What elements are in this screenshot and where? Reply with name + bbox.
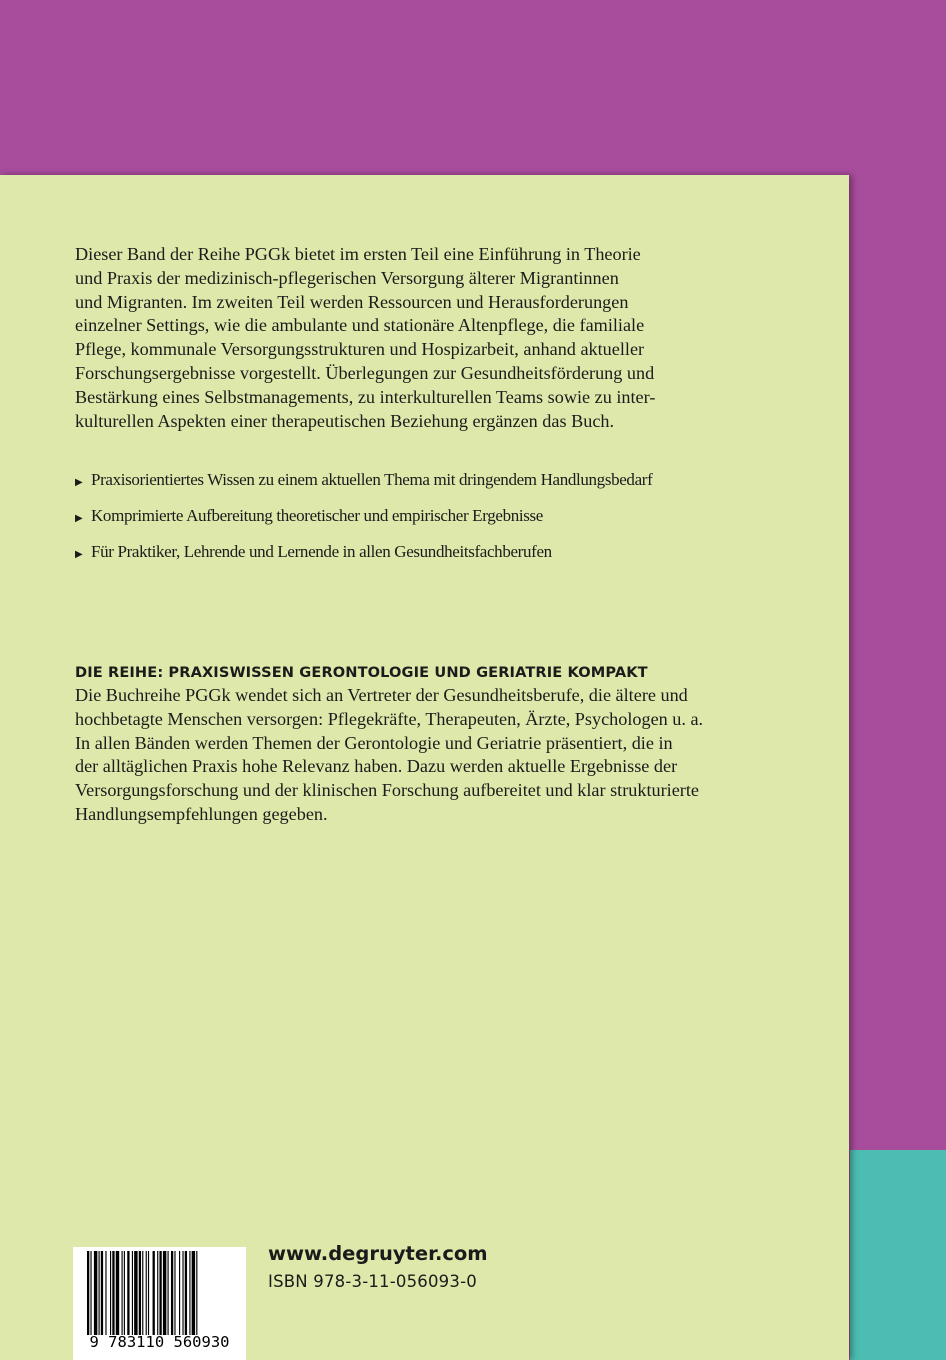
barcode-bar <box>157 1251 158 1335</box>
teal-accent-strip <box>850 1150 946 1360</box>
barcode-bar <box>146 1251 147 1335</box>
barcode-bar <box>87 1251 89 1335</box>
barcode-bar <box>110 1251 111 1335</box>
barcode-bar <box>132 1251 133 1335</box>
barcode-bar <box>192 1251 195 1335</box>
triangle-bullet-icon: ▶ <box>75 513 83 524</box>
barcode-bar <box>179 1251 180 1335</box>
barcode-bars <box>87 1251 232 1335</box>
intro-line: Pflege, kommunale Versorgungsstrukturen und Hospizarbeit, anhand aktueller <box>75 339 645 360</box>
series-heading: DIE REIHE: PRAXISWISSEN GERONTOLOGIE UND GERIATRIE KOMPAKT <box>75 664 648 681</box>
isbn-barcode <box>73 1247 246 1360</box>
barcode-bar <box>171 1251 173 1335</box>
barcode-bar <box>94 1251 97 1335</box>
series-line: hochbetagte Menschen versorgen: Pflegekräfte, Therapeuten, Ärzte, Psychologen u. a. <box>75 708 704 729</box>
barcode-bar <box>168 1251 169 1335</box>
barcode-bar <box>153 1251 155 1335</box>
isbn-number: ISBN 978-3-11-056093-0 <box>268 1272 477 1291</box>
barcode-bar <box>163 1251 166 1335</box>
barcode-bar <box>139 1251 141 1335</box>
intro-line: einzelner Settings, wie die ambulante und stationäre Altenpflege, die familiale <box>75 315 645 336</box>
series-line: Die Buchreihe PGGk wendet sich an Vertreter der Gesundheitsberufe, die ältere und <box>75 685 688 705</box>
back-cover-panel <box>0 175 849 1360</box>
series-line: Handlungsempfehlungen gegeben. <box>75 803 328 824</box>
barcode-digits: 9 783110 560930 <box>89 1333 230 1351</box>
feature-bullet <box>75 542 652 578</box>
barcode-bar <box>122 1251 123 1335</box>
triangle-bullet-icon: ▶ <box>75 477 83 488</box>
barcode-bar <box>134 1251 137 1335</box>
barcode-bar <box>124 1251 125 1335</box>
barcode-bar <box>159 1251 161 1335</box>
intro-line: kulturellen Aspekten einer therapeutischen Beziehung ergänzen das Buch. <box>75 410 615 431</box>
intro-line: Bestärkung eines Selbstmanagements, zu interkulturellen Teams sowie zu inter- <box>75 386 656 407</box>
barcode-bar <box>127 1251 129 1335</box>
intro-line: Forschungsergebnisse vorgestellt. Überlegungen zur Gesundheitsförderung und <box>75 362 655 383</box>
barcode-bar <box>105 1251 106 1335</box>
intro-paragraph <box>75 243 765 433</box>
series-line: Versorgungsforschung und der klinischen Forschung aufbereitet und klar strukturierte <box>75 780 699 801</box>
series-description <box>75 684 795 827</box>
barcode-bar <box>90 1251 91 1335</box>
feature-bullet-text: Für Praktiker, Lehrende und Lernende in allen Gesundheitsfachberufen <box>91 542 552 561</box>
intro-line: und Migranten. Im zweiten Teil werden Ressourcen und Herausforderungen <box>75 291 629 312</box>
barcode-bar <box>99 1251 100 1335</box>
barcode-bar <box>174 1251 175 1335</box>
barcode-bar <box>112 1251 114 1335</box>
barcode-bar <box>116 1251 119 1335</box>
feature-bullet-list <box>75 470 652 578</box>
triangle-bullet-icon: ▶ <box>75 549 83 560</box>
publisher-website[interactable]: www.degruyter.com <box>268 1242 488 1265</box>
barcode-bar <box>189 1251 190 1335</box>
barcode-bar <box>101 1251 103 1335</box>
feature-bullet <box>75 506 652 542</box>
barcode-bar <box>148 1251 149 1335</box>
feature-bullet-text: Praxisorientiertes Wissen zu einem aktuellen Thema mit dringendem Handlungsbedarf <box>91 470 653 489</box>
intro-line: und Praxis der medizinisch-pflegerischen Versorgung älterer Migrantinnen <box>75 267 619 288</box>
barcode-bar <box>142 1251 143 1335</box>
feature-bullet <box>75 470 652 506</box>
feature-bullet-text: Komprimierte Aufbereitung theoretischer und empirischer Ergebnisse <box>91 506 543 525</box>
series-line: der alltäglichen Praxis hohe Relevanz haben. Dazu werden aktuelle Ergebnisse der <box>75 756 678 777</box>
barcode-bar <box>182 1251 183 1335</box>
barcode-bar <box>196 1251 197 1335</box>
intro-line: Dieser Band der Reihe PGGk bietet im ersten Teil eine Einführung in Theorie <box>75 244 641 264</box>
barcode-bar <box>185 1251 187 1335</box>
series-line: In allen Bänden werden Themen der Gerontologie und Geriatrie präsentiert, die in <box>75 732 673 753</box>
